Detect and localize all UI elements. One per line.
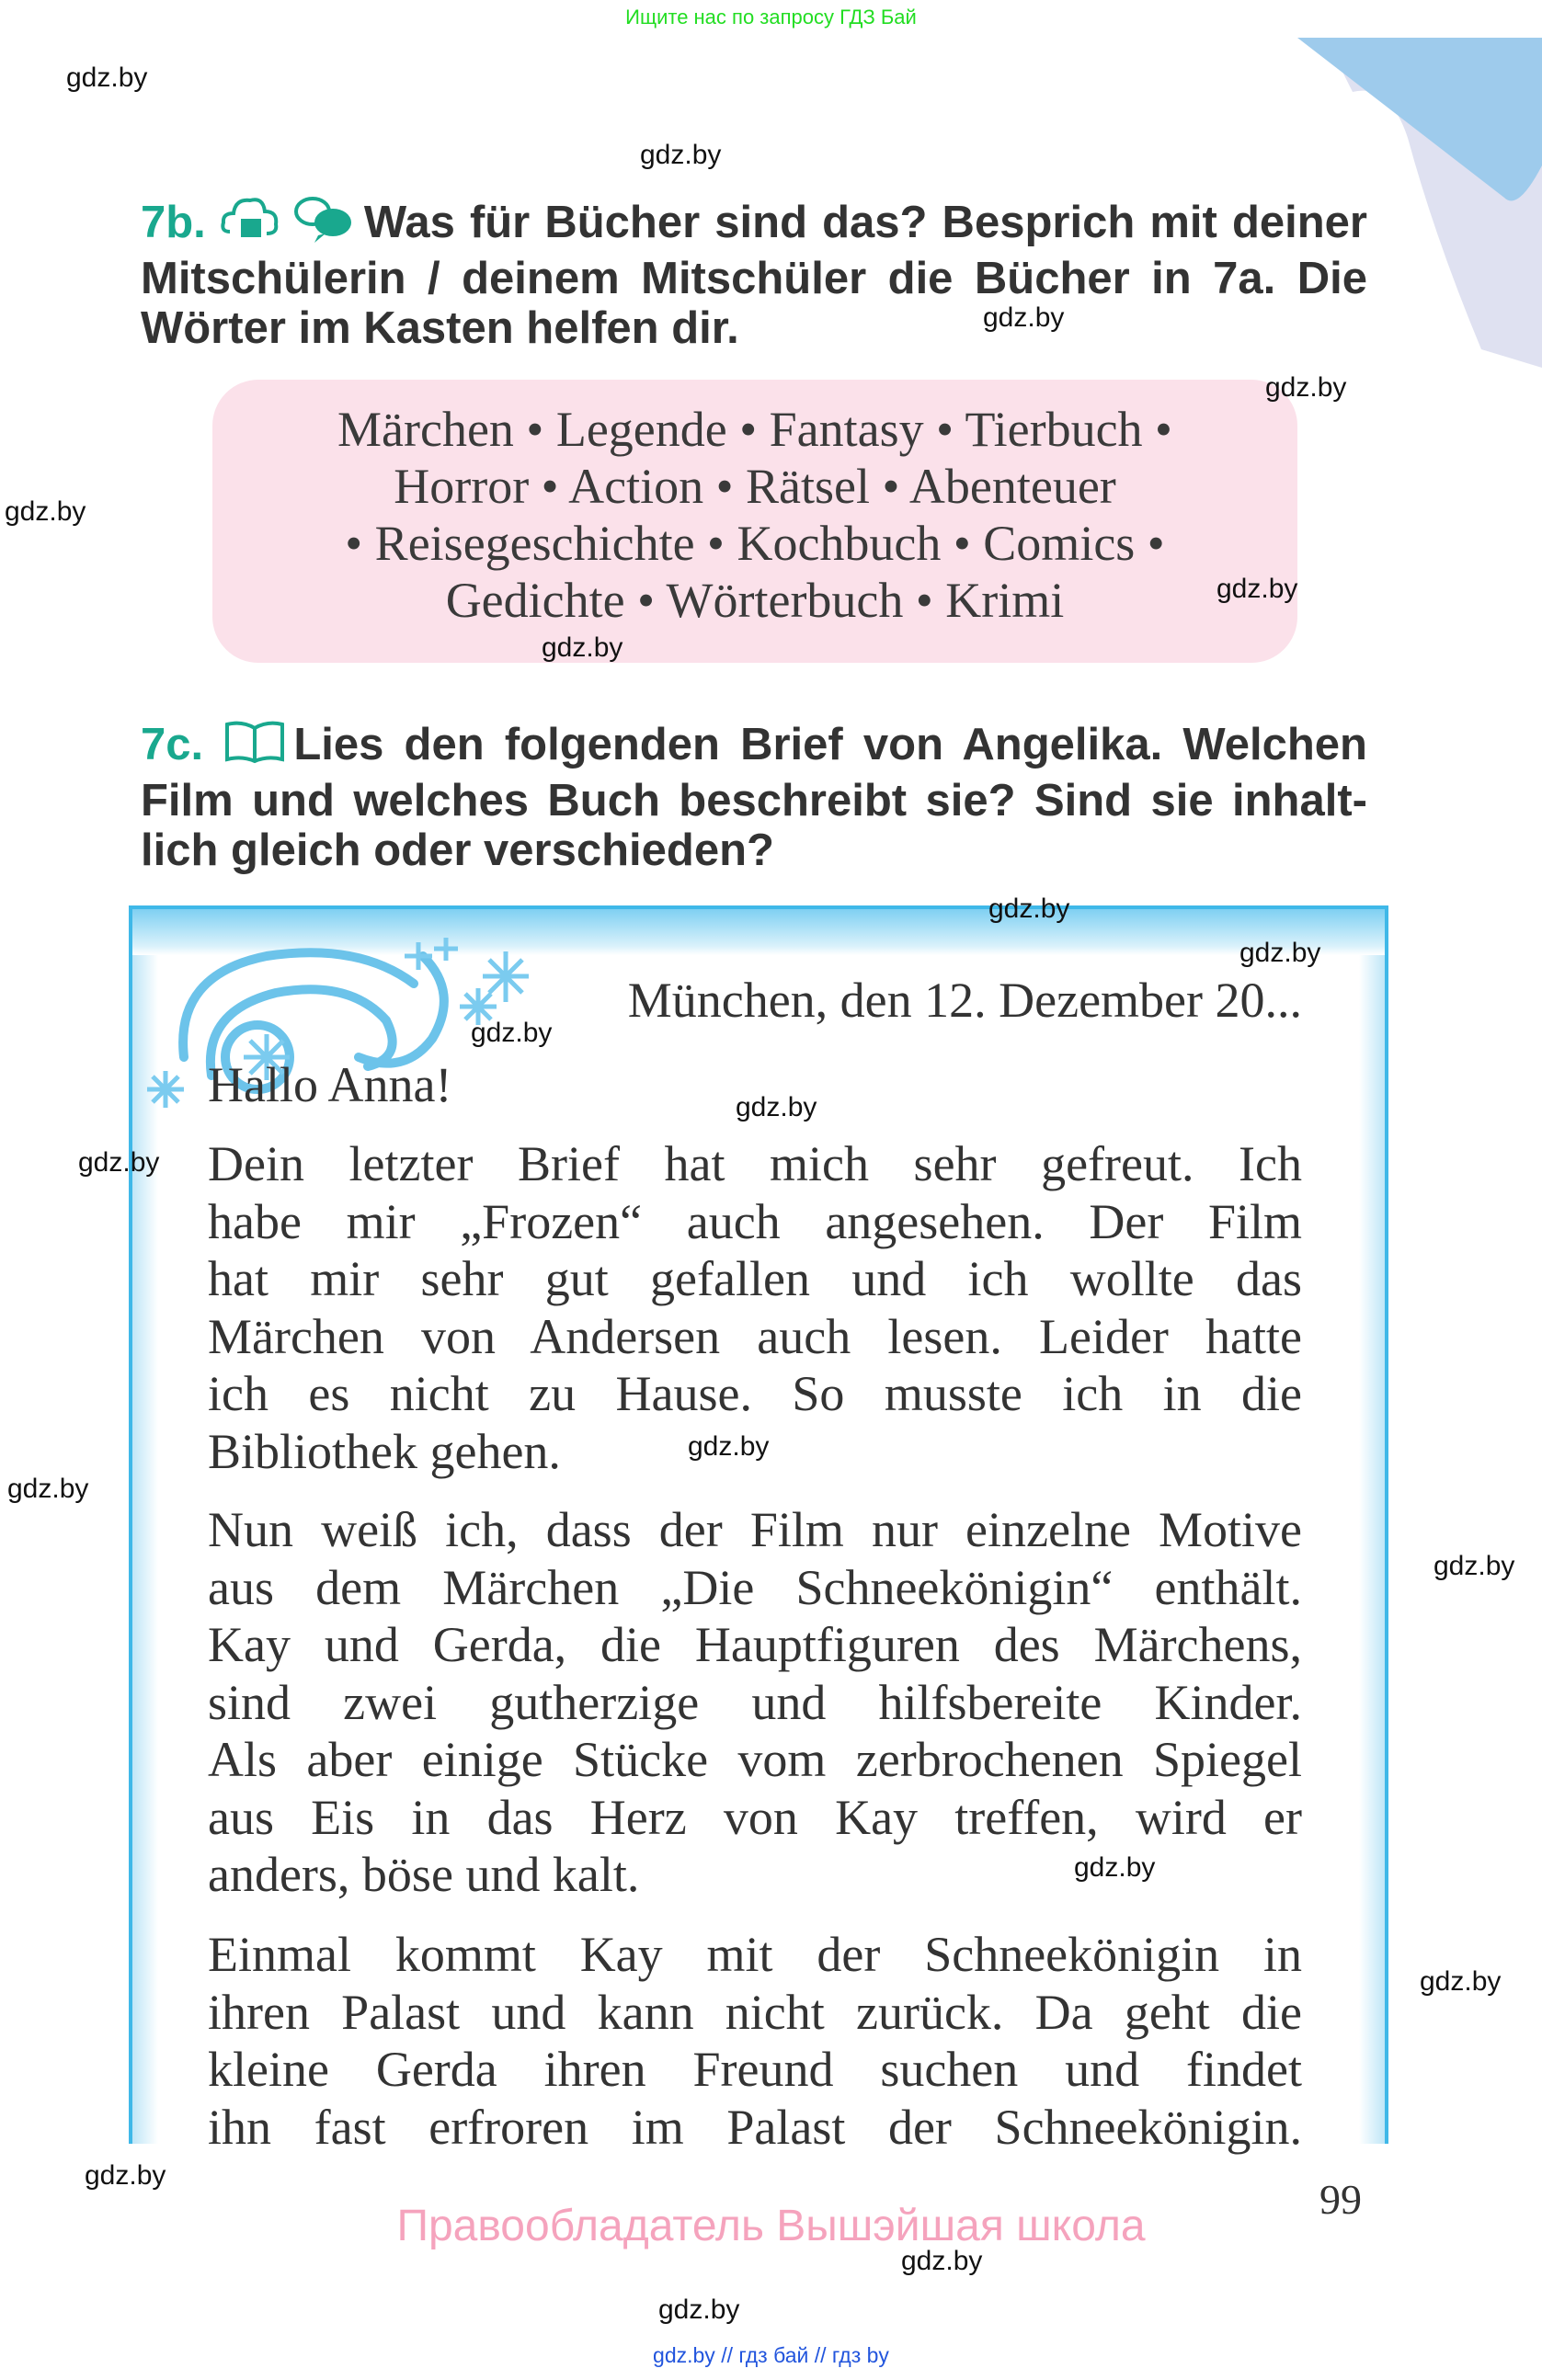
- task-number: 7b.: [141, 198, 206, 247]
- watermark: gdz.by: [901, 2246, 983, 2276]
- word-box-text: [212, 401, 1297, 629]
- watermark: gdz.by: [658, 2295, 740, 2325]
- watermark: gdz.by: [1239, 938, 1321, 968]
- cloud-folder-icon: [221, 195, 285, 254]
- watermark: gdz.by: [988, 894, 1070, 924]
- letter-paragraph-1: Dein letzter Brief hat mich sehr gefreut. Ich habe mir „Frozen“ auch angesehen. Der Film hat mir sehr gut gefallen und ich wollte das Märchen von Andersen auch lesen. Leider hatte ich es nicht zu Hause. So musste ich in die Bibliothek gehen.: [208, 1136, 1302, 1479]
- watermark: gdz.by: [66, 63, 148, 93]
- watermark: gdz.by: [640, 140, 722, 170]
- watermark: gdz.by: [983, 302, 1065, 333]
- copyright-footer: Правообладатель Вышэйшая школа: [396, 2202, 1146, 2250]
- watermark: gdz.by: [1420, 1966, 1502, 1997]
- letter-greeting: Hallo Anna!: [208, 1057, 452, 1112]
- page-number: 99: [1319, 2176, 1362, 2223]
- watermark: gdz.by: [78, 1147, 160, 1178]
- watermark: gdz.by: [1265, 372, 1347, 403]
- watermark: gdz.by: [1216, 574, 1298, 604]
- task-number: 7c.: [141, 720, 204, 769]
- watermark: gdz.by: [1433, 1551, 1515, 1581]
- letter-date: München, den 12. Dezember 20...: [627, 973, 1302, 1028]
- snowflake-swirl-icon: [147, 919, 662, 1158]
- watermark: gdz.by: [688, 1431, 770, 1462]
- speech-bubbles-icon: [292, 195, 357, 254]
- watermark: gdz.by: [5, 496, 86, 527]
- watermark: gdz.by: [7, 1474, 89, 1504]
- task-7c: 7c. Lies den folgenden Brief von Angelika. Welchen Film und welches Buch beschreibt sie? Sind sie inhalt- lich gleich oder verschieden?: [141, 720, 1367, 875]
- bottom-links[interactable]: gdz.by // гдз бай // гдз by: [653, 2343, 889, 2367]
- task-7b: 7b. Was für Bücher sind das? Besprich mit deiner Mitschülerin / deinem Mitschüler die Bücher in 7a. Die Wörter im Kasten helfen dir.: [141, 195, 1367, 354]
- word-box-line: • Reisegeschichte • Kochbuch • Comics •: [345, 516, 1165, 571]
- word-box-line: Märchen • Legende • Fantasy • Tierbuch •: [337, 402, 1172, 457]
- watermark: gdz.by: [85, 2160, 166, 2191]
- word-box-line: Gedichte • Wörterbuch • Krimi: [445, 573, 1065, 628]
- letter-paragraph-3: Einmal kommt Kay mit der Schneekönigin in ihren Palast und kann nicht zurück. Da geht die kleine Gerda ihren Freund suchen und findet ihn fast erfroren im Palast der Schneekönigin.: [208, 1927, 1302, 2155]
- open-book-icon: [223, 719, 286, 776]
- word-box-line: Horror • Action • Rätsel • Abenteuer: [394, 459, 1116, 514]
- search-hint: Ищите нас по запросу ГДЗ Бай: [625, 6, 917, 28]
- letter-paragraph-2: Nun weiß ich, dass der Film nur einzelne Motive aus dem Märchen „Die Schneekönigin“ enthält. Kay und Gerda, die Hauptfiguren des Märchens, sind zwei gutherzige und hilfsbereite Kinder. Als aber einige Stücke vom zerbrochenen Spiegel aus Eis in das Herz von Kay treffen, wird er anders, böse und kalt.: [208, 1502, 1302, 1902]
- watermark: gdz.by: [542, 632, 623, 663]
- watermark: gdz.by: [736, 1092, 817, 1122]
- watermark: gdz.by: [1074, 1852, 1156, 1883]
- watermark: gdz.by: [471, 1018, 553, 1048]
